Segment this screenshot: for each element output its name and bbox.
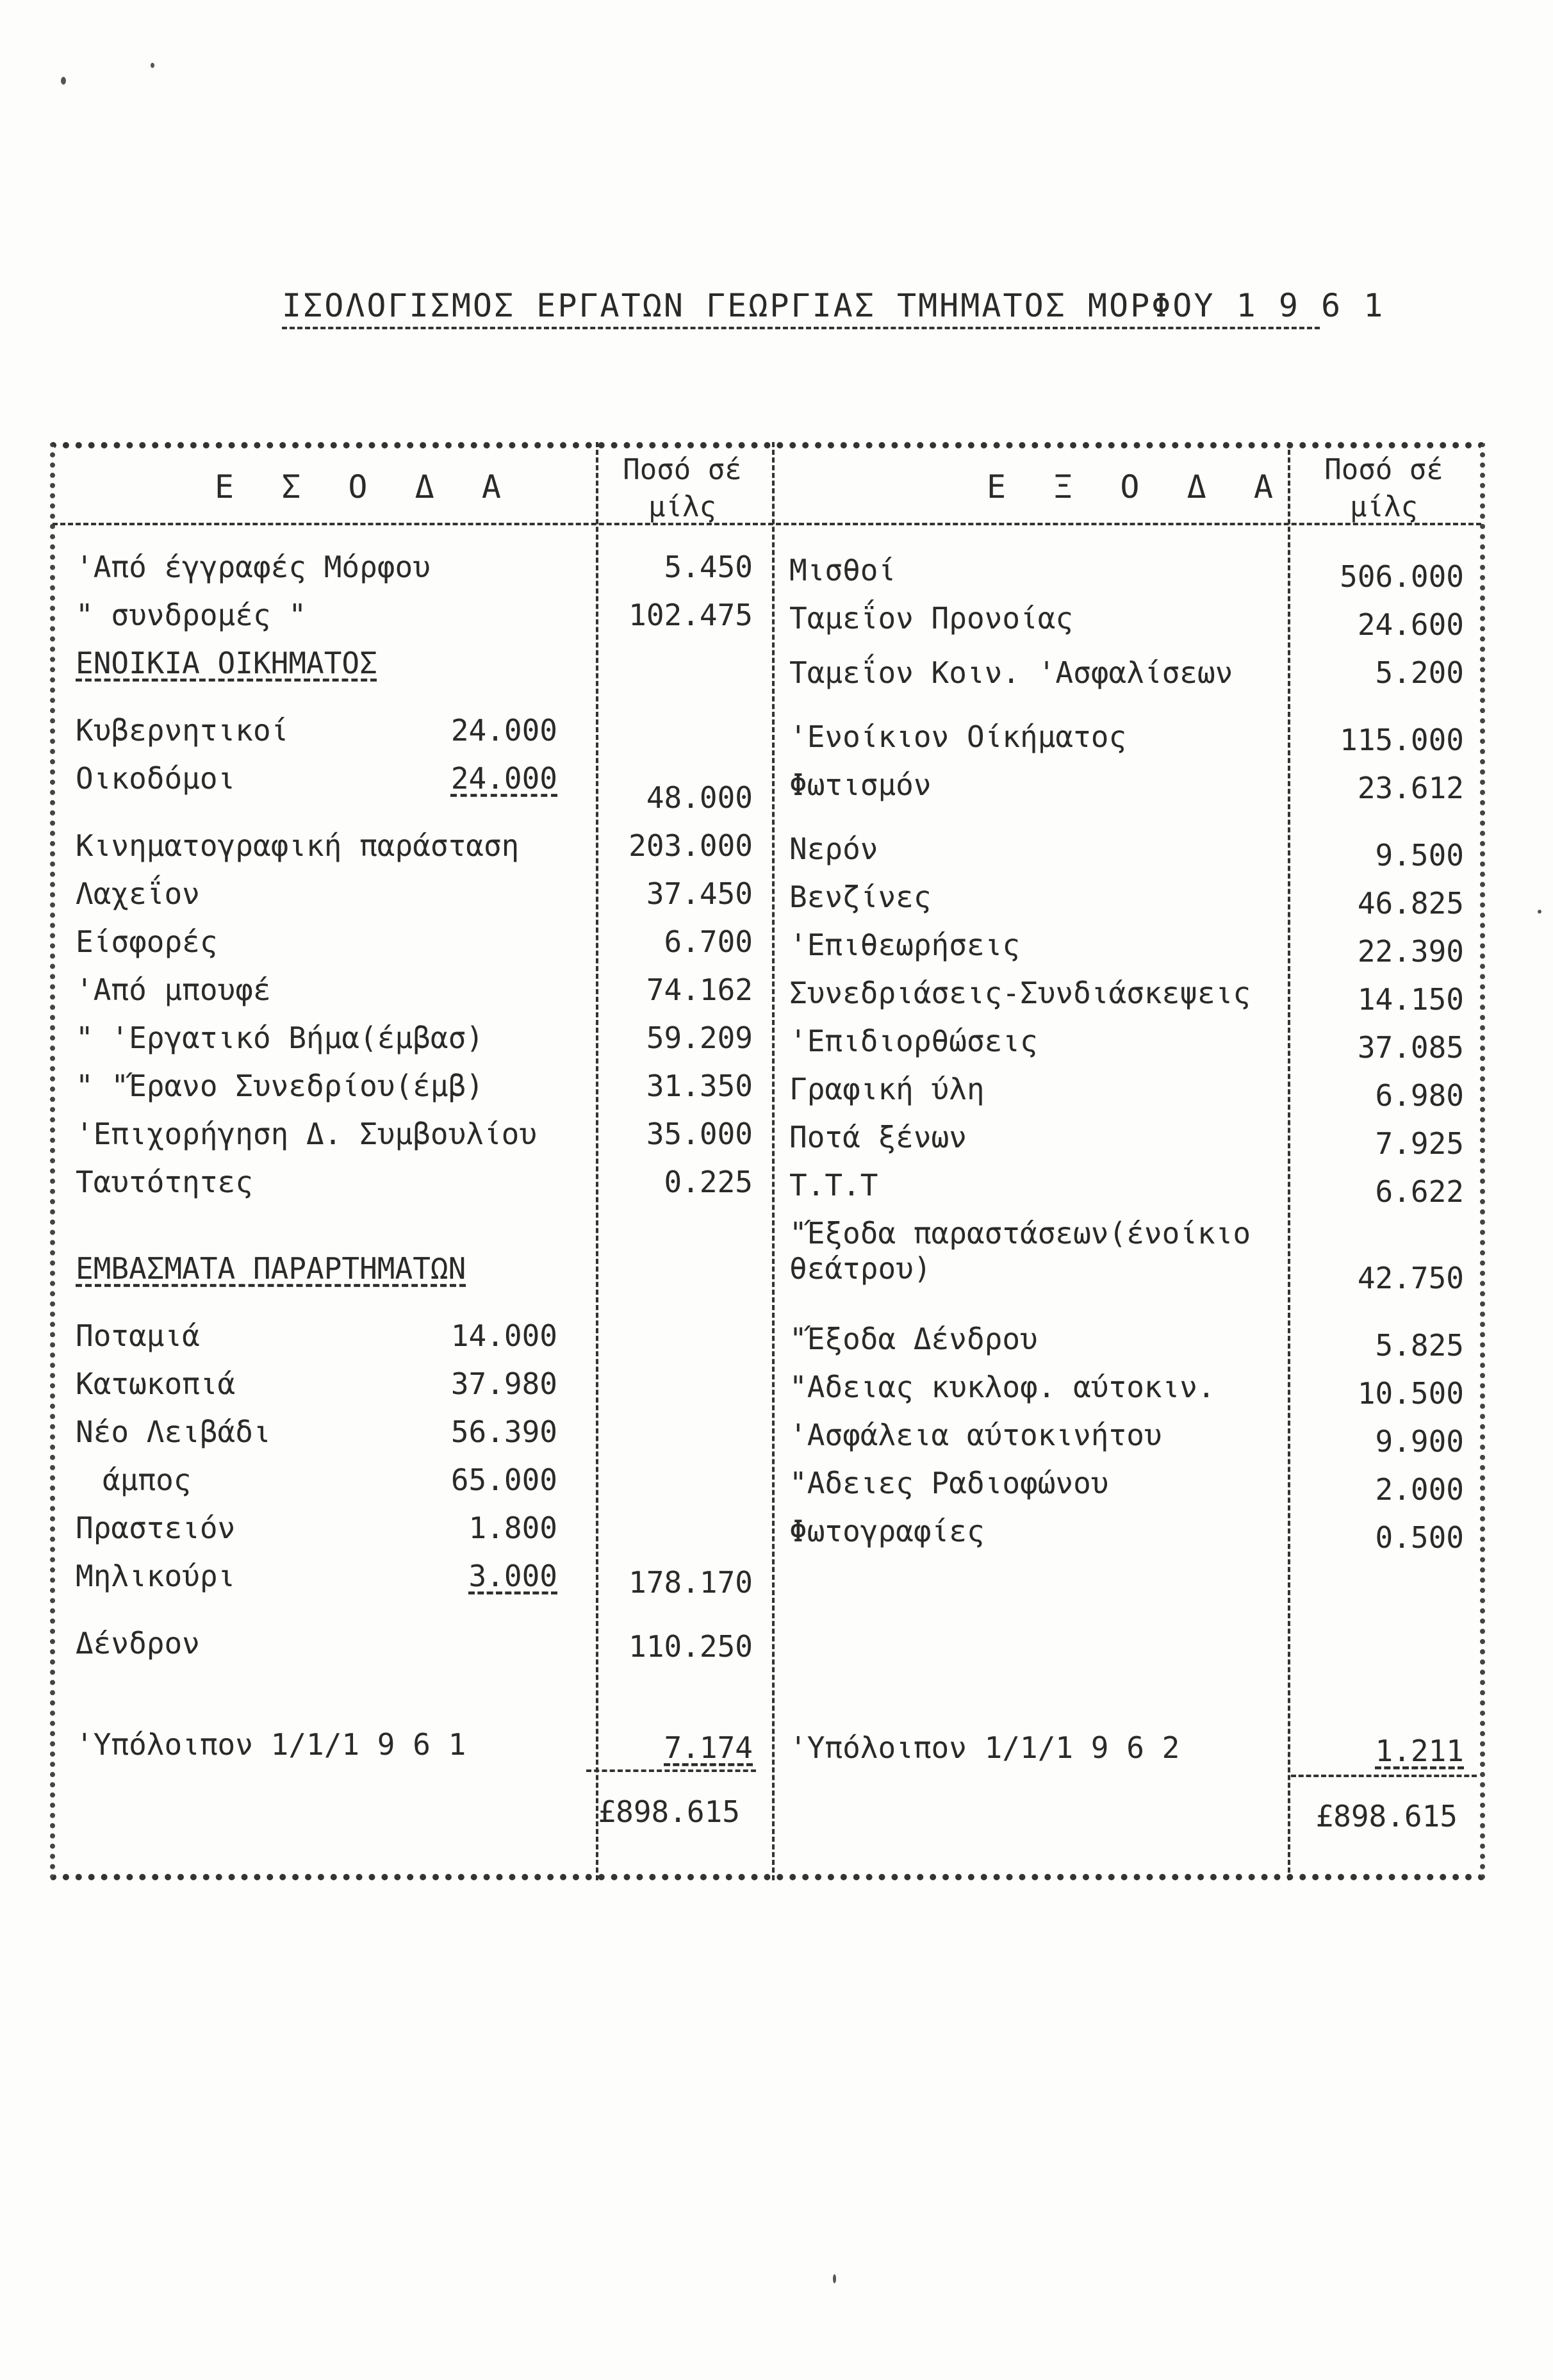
expense-row-label: Συνεδριάσεις-Συνδιάσκεψεις [789,976,1251,1010]
income-row-subamount: 24.000 [450,761,557,796]
scan-speck [833,2274,836,2283]
income-row-label: Ποταμιά [76,1318,200,1353]
expense-row-amount: 115.000 [1340,723,1464,757]
expense-row-amount: 6.980 [1375,1078,1464,1113]
divider-center [772,442,775,1880]
expense-total-rule [1291,1775,1477,1777]
expense-row-label: "Έξοδα Δένδρου [789,1322,1038,1356]
income-total: £898.615 [598,1794,740,1829]
income-row-amount: 102.475 [629,598,753,632]
income-row-label: 'Από μπουφέ [76,973,271,1007]
income-header: Ε Σ Ο Δ Α [215,468,515,505]
income-row-label: Είσφορές [76,924,218,959]
expense-row-amount: 24.600 [1357,607,1464,642]
divider-income-amount [596,442,598,1880]
expense-balance-amount: 1.211 [1375,1734,1464,1768]
expense-row-label: Νερόν [789,832,878,866]
expense-row-amount: 6.622 [1375,1174,1464,1209]
income-row-amount: 110.250 [629,1629,753,1664]
expense-row-label-cont: θεάτρου) [789,1251,932,1286]
income-balance-label: 'Υπόλοιπον 1/1/1 9 6 1 [76,1727,466,1762]
income-row-label: Λαχεΐον [76,876,200,911]
income-row-label: Νέο Λειβάδι [76,1415,271,1449]
scan-speck [151,63,154,68]
expense-row-amount: 0.500 [1375,1520,1464,1555]
income-row-label: " "Έρανο Συνεδρίου(έμβ) [76,1069,484,1103]
income-row-subamount: 3.000 [468,1559,557,1593]
expense-row-amount: 5.825 [1375,1328,1464,1363]
income-total-rule [586,1769,756,1772]
income-row-amount: 178.170 [629,1565,753,1600]
income-amount-header-2: μίλς [648,491,716,523]
income-row-amount: 74.162 [646,973,753,1007]
expense-row-amount: 9.500 [1375,838,1464,873]
header-underline [53,523,1481,525]
expense-header: Ε Ξ Ο Δ Α [987,468,1287,505]
expense-row-amount: 23.612 [1357,771,1464,805]
expense-row-label: Γραφική ύλη [789,1072,985,1106]
expense-row-amount: 7.925 [1375,1126,1464,1161]
income-row-subamount: 14.000 [450,1318,557,1353]
expense-amount-header-2: μίλς [1350,491,1418,523]
expense-row-amount: 22.390 [1357,934,1464,969]
income-row-subamount: 24.000 [450,713,557,748]
income-row-label: Κατωκοπιά [76,1366,236,1401]
expense-row-label: 'Επιδιορθώσεις [789,1024,1038,1058]
divider-expense-amount [1288,442,1290,1880]
income-row-label: 'Επιχορήγηση Δ. Συμβουλίου [76,1117,538,1151]
income-row-amount: 59.209 [646,1021,753,1055]
income-row-subamount: 1.800 [468,1511,557,1545]
scan-speck [1538,910,1541,914]
expense-balance-label: 'Υπόλοιπον 1/1/1 9 6 2 [789,1730,1180,1765]
income-row-label: " συνδρομές " [76,598,307,632]
expense-row-label: Φωτισμόν [789,767,932,802]
income-row-label: Ταυτότητες [76,1165,253,1199]
income-row-label: 'Από έγγραφές Μόρφου [76,550,431,584]
document-title: ΙΣΟΛΟΓΙΣΜΟΣ ΕΡΓΑΤΩΝ ΓΕΩΡΓΙΑΣ ΤΜΗΜΑΤΟΣ ΜΟΡΦΟΥ 1 9 6 1 [282,287,1320,329]
expense-row-label: Ταμεΐον Προνοίας [789,601,1074,636]
expense-row-amount: 37.085 [1357,1030,1464,1065]
expense-row-label: "Αδειες Ραδιοφώνου [789,1466,1109,1500]
income-row-amount: 37.450 [646,876,753,911]
expense-row-label: Μισθοί [789,553,896,587]
income-row-subamount: 65.000 [450,1463,557,1497]
expense-amount-header-1: Ποσό σέ [1324,454,1443,486]
expense-row-label: Τ.Τ.Τ [789,1168,878,1202]
income-row-label: Κινηματογραφική παράσταση [76,828,520,863]
income-row-label: Πραστειόν [76,1511,236,1545]
expense-row-label: "Έξοδα παραστάσεων(ένοίκιο [789,1216,1251,1251]
expense-row-label: 'Επιθεωρήσεις [789,928,1021,962]
income-row-amount: 5.450 [664,550,753,584]
expense-row-amount: 14.150 [1357,982,1464,1017]
expense-row-amount: 10.500 [1357,1376,1464,1411]
income-row-subamount: 56.390 [450,1415,557,1449]
expense-row-label: Ποτά ξένων [789,1120,967,1154]
scan-speck [61,77,66,85]
income-row-amount: 35.000 [646,1117,753,1151]
expense-row-amount: 9.900 [1375,1424,1464,1459]
expense-row-label: Ταμεΐον Κοιν. 'Ασφαλίσεων [789,655,1233,690]
income-row-label: άμπος [103,1463,192,1497]
income-row-label: Κυβερνητικοί [76,713,289,748]
income-amount-header-1: Ποσό σέ [623,454,742,486]
expense-row-amount: 42.750 [1357,1261,1464,1295]
income-row-label: Μηλικούρι [76,1559,236,1593]
expense-row-label: 'Ενοίκιον Οίκήματος [789,719,1127,754]
expense-row-amount: 46.825 [1357,886,1464,921]
income-section-remittances: ΕΜΒΑΣΜΑΤΑ ΠΑΡΑΡΤΗΜΑΤΩΝ [76,1251,466,1286]
income-row-label: Δένδρον [76,1626,200,1661]
income-row-amount: 6.700 [664,924,753,959]
income-row-label: " 'Εργατικό Βήμα(έμβασ) [76,1021,484,1055]
income-row-amount: 48.000 [646,780,753,815]
expense-row-amount: 2.000 [1375,1472,1464,1507]
income-row-amount: 31.350 [646,1069,753,1103]
income-row-amount: 0.225 [664,1165,753,1199]
income-row-subamount: 37.980 [450,1366,557,1401]
expense-row-amount: 506.000 [1340,559,1464,594]
income-section-rents: ΕΝΟΙΚΙΑ ΟΙΚΗΜΑΤΟΣ [76,646,377,680]
income-balance-amount: 7.174 [664,1730,753,1765]
expense-total: £898.615 [1315,1799,1458,1834]
expense-row-label: 'Ασφάλεια αύτοκινήτου [789,1418,1162,1452]
expense-row-label: Φωτογραφίες [789,1514,985,1548]
expense-row-label: "Αδειας κυκλοφ. αύτοκιν. [789,1370,1215,1404]
expense-row-label: Βενζίνες [789,880,932,914]
expense-row-amount: 5.200 [1375,655,1464,690]
income-row-label: Οικοδόμοι [76,761,236,796]
income-row-amount: 203.000 [629,828,753,863]
